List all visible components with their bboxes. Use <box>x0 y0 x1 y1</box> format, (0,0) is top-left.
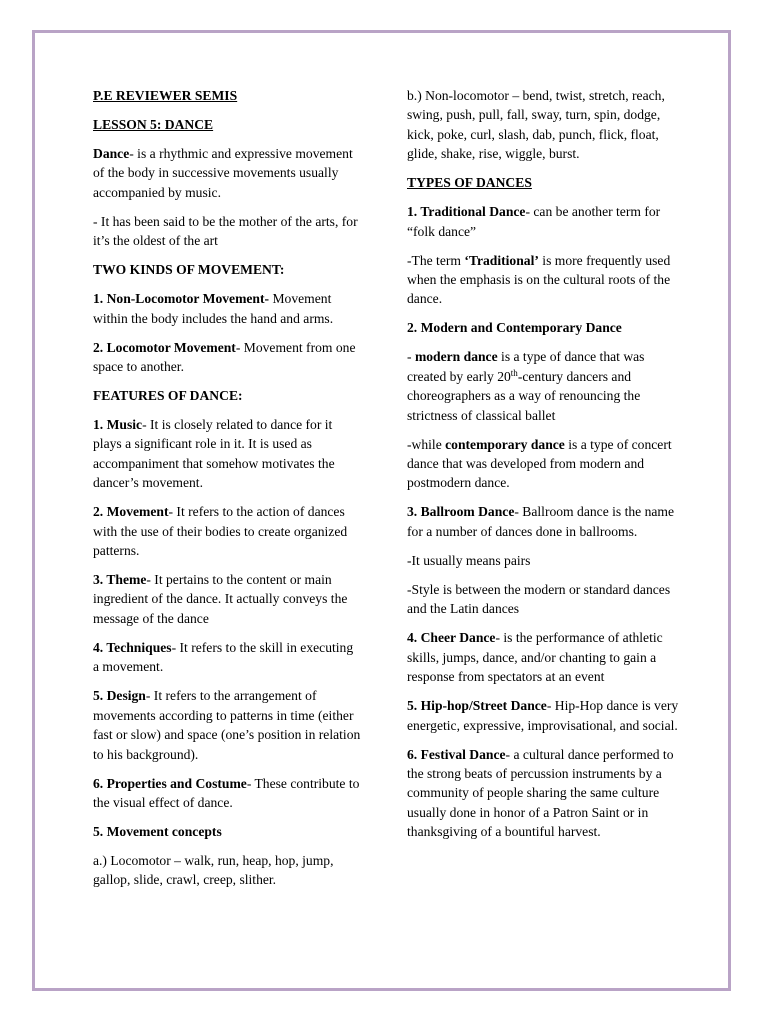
right-column <box>407 86 679 851</box>
movement-concepts-heading: 5. Movement concepts <box>93 823 222 839</box>
left-column <box>93 86 361 899</box>
feature-item: 2. Movement- It refers to the action of dances with the use of their bodies to create organized patterns. <box>93 504 348 559</box>
modern-dance: - modern dance is a type of dance that was created by early 20th-century dancers and choreographers as a way of renouncing the strictness of classical ballet <box>407 349 645 423</box>
kinds-heading: TWO KINDS OF MOVEMENT: <box>93 262 285 278</box>
mother-of-arts-note: - It has been said to be the mother of the arts, for it’s the oldest of the art <box>93 213 358 249</box>
cheer-dance: 4. Cheer Dance- is the performance of athletic skills, jumps, dance, and/or chanting to gain a response from spectators at an event <box>407 630 663 685</box>
feature-item: 4. Techniques- It refers to the skill in executing a movement. <box>93 639 354 675</box>
modern-contemporary-heading: 2. Modern and Contemporary Dance <box>407 320 622 336</box>
features-heading: FEATURES OF DANCE: <box>93 388 243 404</box>
traditional-dance: 1. Traditional Dance- can be another term for “folk dance” <box>407 204 661 239</box>
ballroom-note: -Style is between the modern or standard dances and the Latin dances <box>407 581 671 617</box>
feature-item: 1. Music- It is closely related to dance for it plays a significant role in it. It is used as accompaniment that somehow motivates the dancer’s movement. <box>93 417 335 491</box>
nonlocomotor-list: b.) Non-locomotor – bend, twist, stretch, reach, swing, push, pull, fall, sway, turn, spin, dodge, kick, poke, curl, slash, dab, punch, flick, float, glide, shake, rise, wiggle, burst. <box>407 88 665 162</box>
types-heading: TYPES OF DANCES <box>407 175 532 191</box>
kind-item: 1. Non-Locomotor Movement- Movement within the body includes the hand and arms. <box>93 291 334 326</box>
contemporary-dance: -while contemporary dance is a type of concert dance that was developed from modern and postmodern dance. <box>407 436 672 491</box>
ballroom-dance: 3. Ballroom Dance- Ballroom dance is the name for a number of dances done in ballrooms. <box>407 504 675 539</box>
festival-dance: 6. Festival Dance- a cultural dance performed to the strong beats of percussion instruments by a community of people sharing the same culture usually done in honor of a Patron Saint or in thanksgiving of a bountiful harvest. <box>407 746 674 840</box>
dance-definition: Dance- is a rhythmic and expressive movement of the body in successive movements usually accompanied by music. <box>93 146 353 200</box>
document-title: P.E REVIEWER SEMIS <box>93 88 238 103</box>
hiphop-dance: 5. Hip-hop/Street Dance- Hip-Hop dance is very energetic, expressive, improvisational, and social. <box>407 698 679 733</box>
traditional-note: -The term ‘Traditional’ is more frequently used when the emphasis is on the cultural roots of the dance. <box>407 252 671 307</box>
feature-item: 5. Design- It refers to the arrangement of movements according to patterns in time (either fast or slow) and space (one’s position in relation to his background). <box>93 688 361 762</box>
feature-item: 6. Properties and Costume- These contribute to the visual effect of dance. <box>93 775 360 810</box>
lesson-heading: LESSON 5: DANCE <box>93 117 214 132</box>
kind-item: 2. Locomotor Movement- Movement from one space to another. <box>93 339 356 375</box>
locomotor-list: a.) Locomotor – walk, run, heap, hop, jump, gallop, slide, crawl, creep, slither. <box>93 852 334 888</box>
feature-item: 3. Theme- It pertains to the content or main ingredient of the dance. It actually conveys the message of the dance <box>93 572 348 626</box>
ballroom-note: -It usually means pairs <box>407 552 531 568</box>
